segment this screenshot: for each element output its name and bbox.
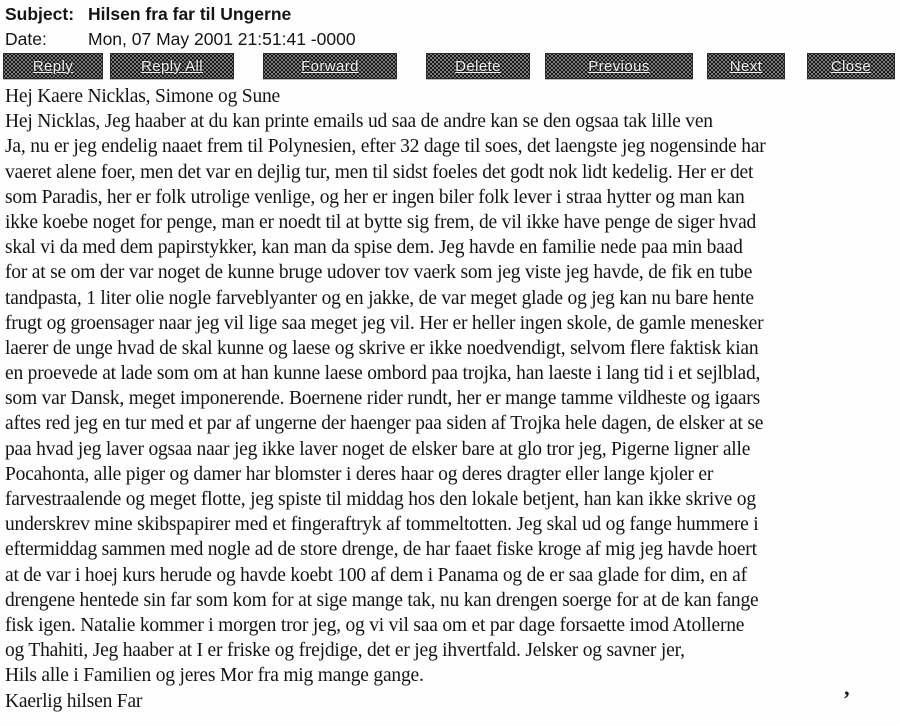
body-line: underskrev mine skibspapirer med et fingeraftryk af tommeltotten. Jeg skal ud og fange hummere i (5, 514, 759, 536)
body-line: fisk igen. Natalie kommer i morgen tror jeg, og vi vil saa om et par dage forsaette imod Atollerne (5, 614, 745, 636)
body-line: frugt og groensager naar jeg vil lige saa meget jeg vil. Her er heller ingen skole, de gamle menesker (5, 312, 764, 334)
subject-value: Hilsen fra far til Ungerne (88, 4, 292, 24)
next-button[interactable]: Next (707, 53, 785, 79)
scan-ink-mark: ’ (843, 686, 851, 711)
body-line: Hej Nicklas, Jeg haaber at du kan printe emails ud saa de andre kan se den ogsaa tak lille ven (5, 111, 713, 133)
body-line: farvestraalende og meget flotte, jeg spiste til middag hos den lokale betjent, han kan ikke skrive og (5, 489, 756, 510)
body-line: som var Dansk, meget imponerende. Boernene rider rundt, her er mange tamme vildheste og igaars (5, 388, 760, 410)
body-line: eftermiddag sammen med nogle ad de store drenge, de har faaet fiske kroge af mig jeg havde hoert (5, 539, 757, 561)
forward-button[interactable]: Forward (263, 53, 397, 79)
body-line: Ja, nu er jeg endelig naaet frem til Polynesien, efter 32 dage til soes, det laengste jeg nogensinde har (5, 136, 766, 158)
body-line: og Thahiti, Jeg haaber at I er friske og frejdige, det er jeg ihvertfald. Jelsker og savner jer, (5, 640, 685, 662)
previous-button[interactable]: Previous (545, 53, 693, 79)
body-line: skal vi da med dem papirstykker, kan man da spise dem. Jeg havde en familie nede paa min baad (5, 237, 743, 259)
body-line: Kaerlig hilsen Far (5, 690, 143, 712)
body-line: aftes red jeg en tur med et par af ungerne der haenger paa siden af Trojka hele dagen, de elsker at se (5, 413, 764, 435)
reply-all-button[interactable]: Reply All (110, 53, 234, 79)
body-line: Hils alle i Familien og jeres Mor fra mig mange gange. (5, 665, 424, 687)
body-line: drengene hentede sin far som kom for at sige mange tak, nu kan drengen soerge for at de kan fange (5, 589, 759, 611)
date-value: Mon, 07 May 2001 21:51:41 -0000 (88, 29, 356, 49)
body-line: Pocahonta, alle piger og damer har blomster i deres haar og deres dragter eller lange kjoler er (5, 463, 714, 485)
subject-row (5, 2, 291, 26)
reply-button[interactable]: Reply (3, 53, 103, 79)
body-line: vaeret alene foer, men det var en dejlig tur, men til sidst foeles det godt nok lidt kedelig. Her er det (5, 161, 754, 183)
body-line: som Paradis, her er folk utrolige venlige, og her er ingen biler folk lever i straa hytter og man kan (5, 186, 745, 208)
email-body (5, 84, 900, 714)
body-line: at de var i hoej kurs herude og havde koebt 100 af dem i Panama og de er saa glade for dim, en af (5, 564, 747, 586)
body-line: paa hvad jeg laver ogsaa naar jeg ikke laver noget de elsker bare at glo tror jeg, Pigerne ligner alle (5, 438, 751, 460)
close-button[interactable]: Close (807, 53, 895, 79)
body-line: for at se om der var noget de kunne bruge udover tov vaerk som jeg viste jeg havde, de fik en tube (5, 262, 753, 284)
body-line: ikke koebe noget for penge, man er noedt til at bytte sig frem, de vil ikke have penge de siger hvad (5, 211, 757, 233)
subject-label: Subject: (5, 4, 75, 24)
body-line: laerer de unge hvad de skal kunne og laese og skrive er ikke noedvendigt, selvom flere faktisk kian (5, 337, 759, 359)
body-line: Hej Kaere Nicklas, Simone og Sune (5, 86, 280, 107)
delete-button[interactable]: Delete (426, 53, 530, 79)
body-line: en proevede at lade som om at han kunne laese ombord paa trojka, han laeste i lang tid i et sejlblad, (5, 363, 761, 385)
date-label: Date: (5, 29, 47, 49)
body-line: tandpasta, 1 liter olie nogle farveblyanter og en jakke, de var meget glade og jeg kan nu bare hente (5, 287, 754, 309)
date-row (5, 27, 356, 51)
